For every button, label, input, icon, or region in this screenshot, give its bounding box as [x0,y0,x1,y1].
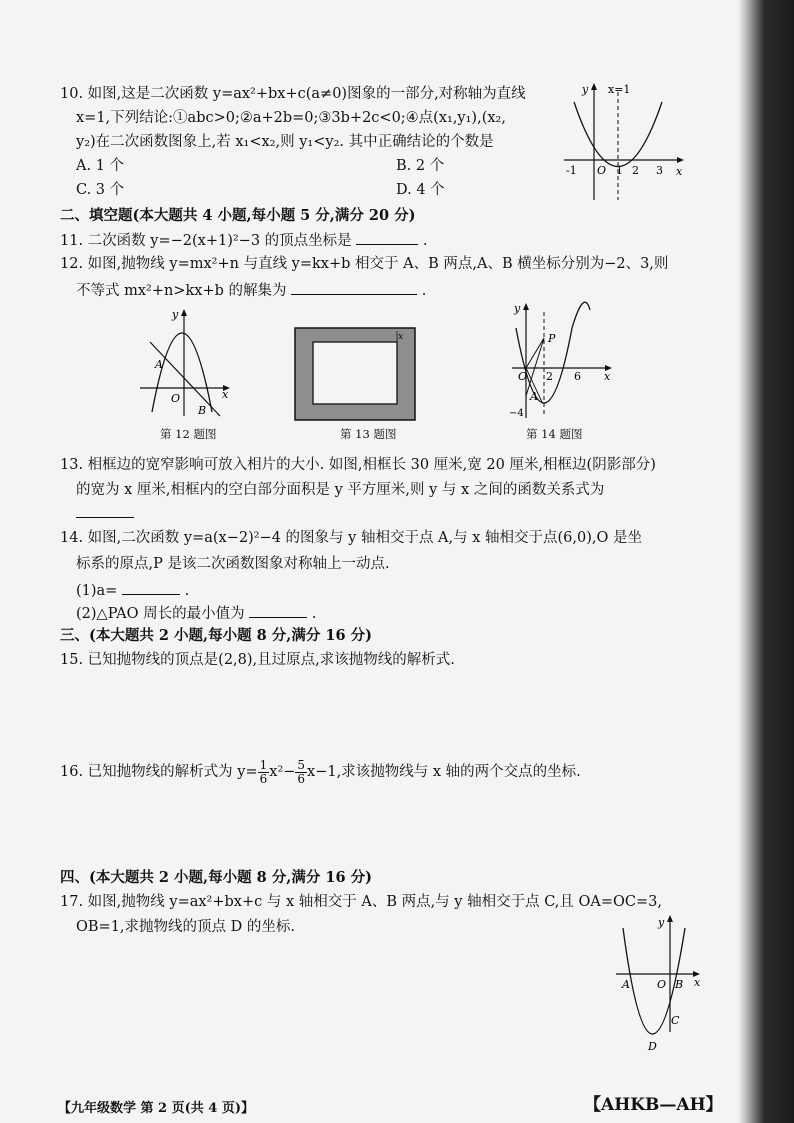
q14-part2-end: . [311,606,317,622]
q12-line2: 不等式 mx²+n>kx+b 的解集为 [76,283,287,299]
section-3-title: 三、(本大题共 2 小题,每小题 8 分,满分 16 分) [60,627,372,644]
q14-part2-blank[interactable] [249,603,307,618]
q10-fig-y-label: y [582,83,589,96]
q10-fig-tick-3: 3 [656,164,663,177]
q11-answer-blank[interactable] [356,230,418,245]
q14-fig-tick-6: 6 [574,370,581,383]
q16-row [60,758,581,786]
q17-figure [612,912,712,1060]
q16-frac1-numerator: 1 [259,757,268,772]
q10-option-a: A. 1 个 [76,158,125,174]
q11 [60,230,427,251]
scan-edge-shadow [738,0,794,1123]
q10-line2: x=1,下列结论:①abc>0;②a+2b=0;③3b+2c<0;④点(x₁,y₁),(x₂, [76,110,506,126]
q11-text: 11. 二次函数 y=−2(x+1)²−3 的顶点坐标是 [60,233,352,249]
q13-answer-blank[interactable] [76,503,134,518]
q16-fraction-2 [295,759,307,786]
q17-fig-point-c: C [671,1014,680,1027]
q10-option-c: C. 3 个 [76,182,125,198]
q12-fig-point-a: A [155,358,163,371]
q10-fig-tick-2: 2 [632,164,639,177]
q10-line1: 10. 如图,这是二次函数 y=ax²+bx+c(a≠0)图象的一部分,对称轴为直线 [60,86,526,102]
section-4-title: 四、(本大题共 2 小题,每小题 8 分,满分 16 分) [60,869,372,886]
q10-fig-x-label: x [676,165,683,178]
q12-fig-point-b: B [198,404,207,417]
q17-fig-point-b: B [675,978,684,991]
q16-pre: 16. 已知抛物线的解析式为 y= [60,764,258,780]
q16-mid: x²− [269,764,296,780]
q12-line1: 12. 如图,抛物线 y=mx²+n 与直线 y=kx+b 相交于 A、B 两点,A、B 横坐标分别为−2、3,则 [60,256,669,272]
q14-part1: (1)a= [76,583,118,599]
q12-end: . [421,283,427,299]
q15-text: 15. 已知抛物线的顶点是(2,8),且过原点,求该抛物线的解析式. [60,652,455,668]
q17-line1: 17. 如图,抛物线 y=ax²+bx+c 与 x 轴相交于 A、B 两点,与 y 轴相交于点 C,且 OA=OC=3, [60,894,662,910]
footer-code: 【AHKB—AH】 [584,1095,723,1115]
q10-line3: y₂)在二次函数图象上,若 x₁<x₂,则 y₁<y₂. 其中正确结论的个数是 [76,134,494,150]
q17-fig-x-label: x [694,976,701,989]
q10-option-b: B. 2 个 [396,158,445,174]
q14-fig-point-p: P [548,332,556,345]
q17-fig-point-d: D [648,1040,657,1053]
q16-frac2-numerator: 5 [297,757,306,772]
q10-fig-axis-label: x=1 [608,83,631,96]
q14-figure [508,300,618,422]
q14-fig-y-label: y [514,302,521,315]
q17-fig-y-label: y [658,916,665,929]
section-2-title: 二、填空题(本大题共 4 小题,每小题 5 分,满分 20 分) [60,207,416,224]
q12-line2-row [76,280,426,301]
q13-line2: 的宽为 x 厘米,相框内的空白部分面积是 y 平方厘米,则 y 与 x 之间的函数关系式为 [76,482,605,498]
q13-line1: 13. 相框边的宽窄影响可放入相片的大小. 如图,相框长 30 厘米,宽 20 厘米,相框边(阴影部分) [60,457,656,473]
q10-option-d: D. 4 个 [396,182,445,198]
q12-answer-blank[interactable] [291,280,417,295]
q13-fig-x-label: x [398,332,404,342]
q14-part1-blank[interactable] [122,580,180,595]
footer-page-info: 【九年级数学 第 2 页(共 4 页)】 [58,1101,255,1116]
q16-frac2-denominator: 6 [297,771,306,786]
q14-caption: 第 14 题图 [526,427,583,441]
q14-line1: 14. 如图,二次函数 y=a(x−2)²−4 的图象与 y 轴相交于点 A,与 x 轴相交于点(6,0),O 是坐 [60,530,643,546]
q14-line2: 标系的原点,P 是该二次函数图象对称轴上一动点. [76,556,390,572]
q14-fig-x-label: x [604,370,611,383]
q13-figure [293,326,417,422]
q10-fig-tick-1: 1 [616,164,623,177]
q12-fig-origin: O [171,392,181,405]
q16-frac1-denominator: 6 [259,771,268,786]
q14-part1-end: . [184,583,190,599]
q12-fig-x-label: x [222,388,229,401]
q12-fig-y-label: y [172,308,179,321]
q16-fraction-1 [258,759,270,786]
q12-figure [134,306,244,418]
q10-fig-tick-neg1: -1 [566,164,577,177]
q14-part2-row [76,603,316,624]
q17-line2: OB=1,求抛物线的顶点 D 的坐标. [76,919,295,935]
q14-part1-row [76,580,189,601]
q14-fig-origin: O [518,370,528,383]
q14-part2: (2)△PAO 周长的最小值为 [76,606,245,622]
q16-post: x−1,求该抛物线与 x 轴的两个交点的坐标. [307,764,581,780]
q17-fig-origin: O [657,978,667,991]
q13-answer-row [76,503,134,524]
q14-fig-tick-2: 2 [546,370,553,383]
q14-fig-tick-neg4: −4 [509,408,524,419]
q10-fig-origin: O [597,164,607,177]
q17-fig-point-a: A [622,978,630,991]
q11-end: . [422,233,428,249]
q13-caption: 第 13 题图 [340,427,397,441]
q14-fig-point-a: A [530,390,538,403]
q10-figure [560,78,690,203]
q12-caption: 第 12 题图 [160,427,217,441]
